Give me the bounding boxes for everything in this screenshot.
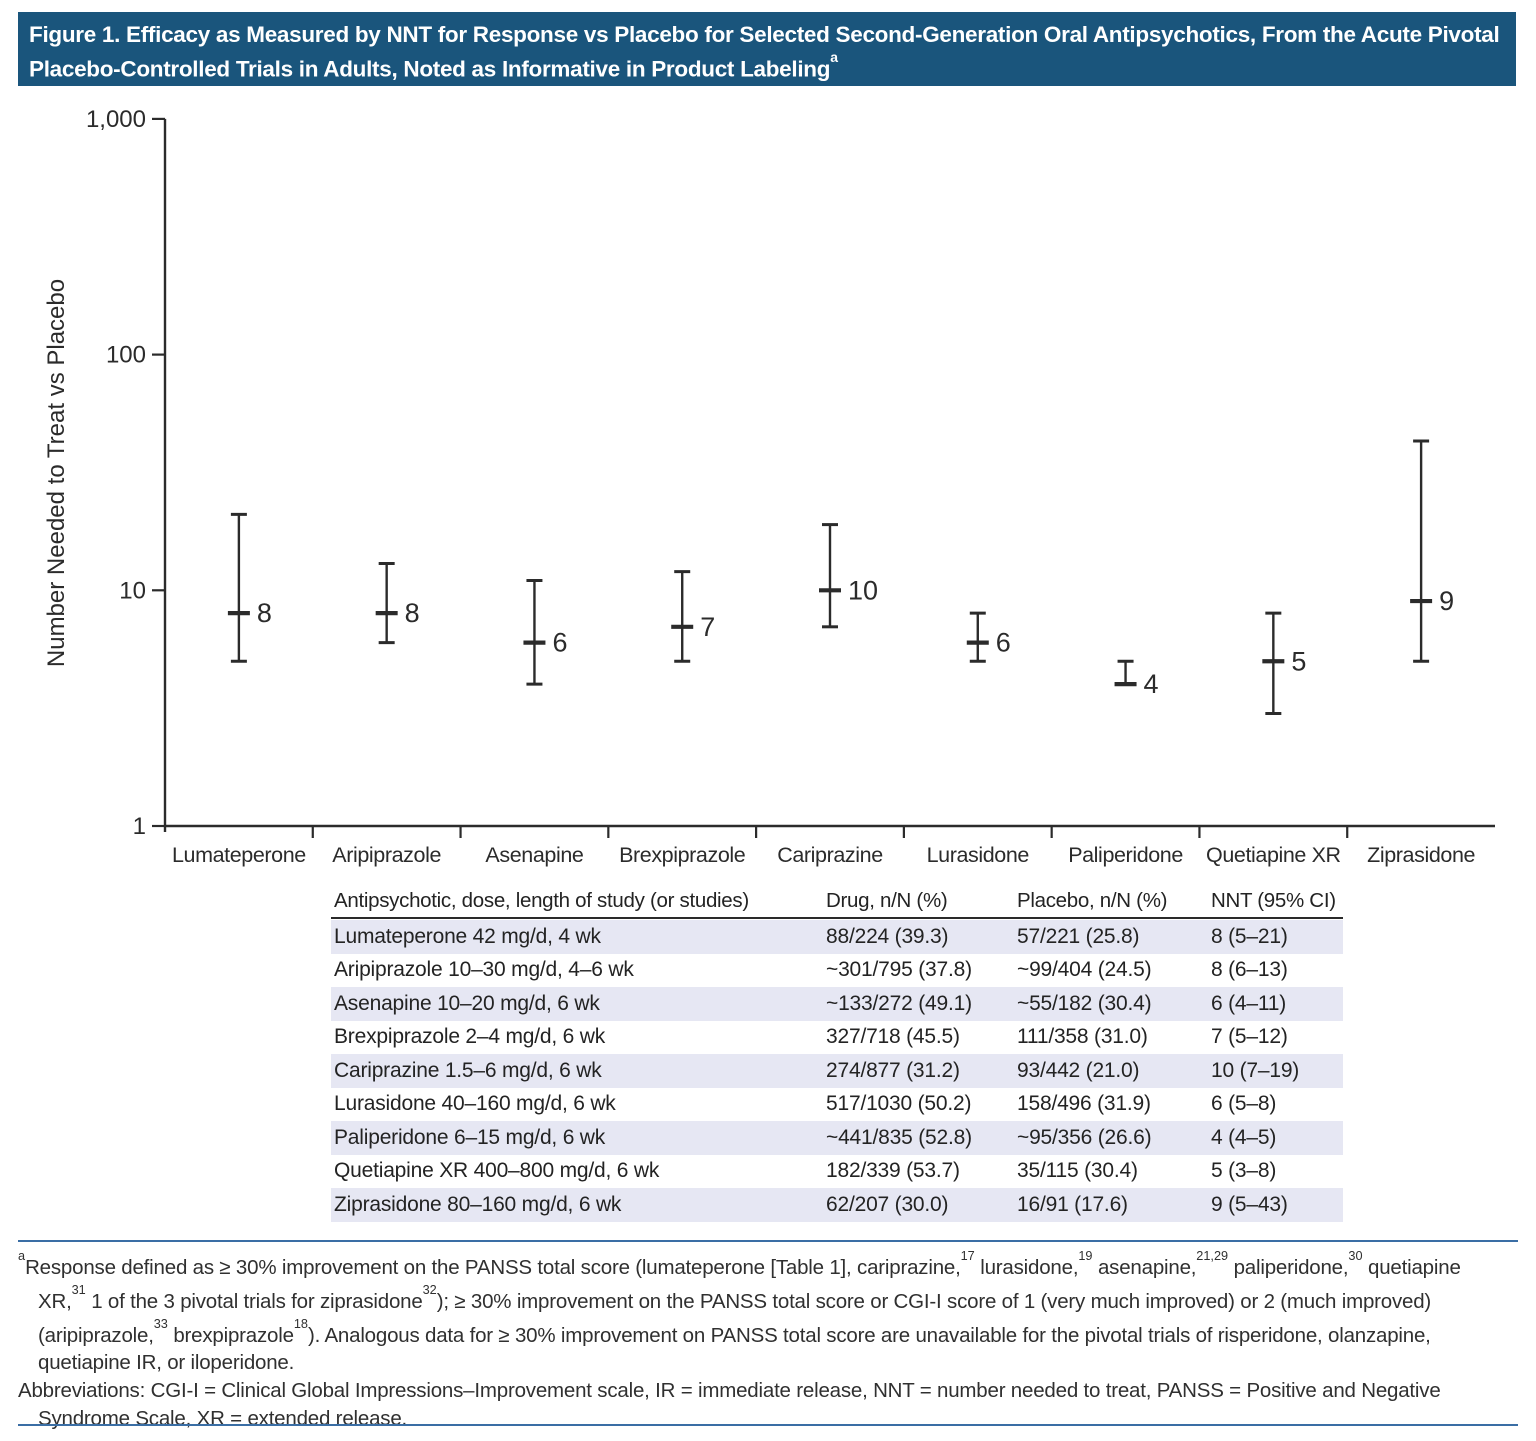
reference-superscript: 30 — [1348, 1248, 1363, 1264]
reference-superscript: 18 — [293, 1315, 308, 1331]
table-row — [331, 920, 1343, 954]
error-bar — [967, 613, 989, 661]
table-cell: 182/339 (53.7) — [826, 1159, 960, 1183]
table-cell: 35/115 (30.4) — [1017, 1159, 1138, 1183]
table-cell: 10 (7–19) — [1211, 1058, 1300, 1082]
table-cell: 57/221 (25.8) — [1017, 924, 1140, 948]
table-cell: ~99/404 (24.5) — [1017, 958, 1152, 982]
point-value-label: 9 — [1439, 586, 1455, 617]
footnote-text: ). Analogous data for ≥ 30% improvement on PANSS total score are unavailable for the pivotal trials of risperidone, olanzapine, quetiapine IR, or iloperidone. — [38, 1323, 1431, 1375]
nnt-chart-svg — [0, 90, 1536, 892]
table-row — [331, 1088, 1343, 1122]
footnote-text: Abbreviations: CGI-I = Clinical Global Impressions–Improvement scale, IR = immediate release, NNT = number needed to treat, PANSS = Positive and Negative Syndrome Scale, XR = extended release. — [18, 1379, 1441, 1431]
table-row — [331, 1121, 1343, 1155]
category-label: Ziprasidone — [1367, 843, 1476, 867]
category-label: Lurasidone — [926, 843, 1029, 867]
category-label: Paliperidone — [1068, 843, 1183, 867]
error-bar — [1410, 441, 1432, 661]
table-cell: 6 (5–8) — [1211, 1092, 1277, 1116]
footnote-response-definition — [18, 1248, 1513, 1377]
table-cell: 88/224 (39.3) — [826, 924, 949, 948]
figure-title-text: Figure 1. Efficacy as Measured by NNT for Response vs Placebo for Selected Second-Generation Oral Antipsychotics, From the Acute Pivotal Placebo-Controlled Trials in Adults, Noted as Informative in Product Labeling — [29, 22, 1500, 82]
y-axis-title: Number Needed to Treat vs Placebo — [43, 278, 70, 668]
error-bar — [819, 525, 841, 627]
table-row — [331, 1155, 1343, 1189]
footnote-text: brexpiprazole — [167, 1323, 294, 1347]
error-bar — [228, 514, 250, 661]
table-row — [331, 1021, 1343, 1055]
column-header: NNT (95% CI) — [1211, 888, 1336, 912]
table-cell: Cariprazine 1.5–6 mg/d, 6 wk — [334, 1058, 602, 1082]
table-cell: Ziprasidone 80–160 mg/d, 6 wk — [334, 1192, 622, 1216]
reference-superscript: 19 — [1078, 1248, 1093, 1264]
table-cell: Aripiprazole 10–30 mg/d, 4–6 wk — [334, 958, 634, 982]
point-value-label: 5 — [1291, 646, 1307, 677]
category-label: Cariprazine — [777, 843, 883, 867]
table-cell: 4 (4–5) — [1211, 1125, 1277, 1149]
figure-title-superscript: a — [830, 48, 838, 65]
footnote-text: quetiapine XR, — [38, 1255, 1461, 1313]
footnotes — [18, 1248, 1513, 1433]
point-value-label: 6 — [552, 627, 568, 658]
table-cell: 7 (5–12) — [1211, 1025, 1288, 1049]
footnote-text: paliperidone, — [1228, 1255, 1349, 1279]
table-cell: ~55/182 (30.4) — [1017, 991, 1152, 1015]
table-row — [331, 987, 1343, 1021]
table-cell: Quetiapine XR 400–800 mg/d, 6 wk — [334, 1159, 660, 1183]
table-cell: 62/207 (30.0) — [826, 1192, 949, 1216]
table-cell: Brexpiprazole 2–4 mg/d, 6 wk — [334, 1025, 606, 1049]
error-bar — [376, 563, 398, 642]
table-cell: 274/877 (31.2) — [826, 1058, 960, 1082]
column-header: Antipsychotic, dose, length of study (or studies) — [334, 888, 749, 912]
category-label: Brexpiprazole — [619, 843, 746, 867]
y-axis-tick-label: 1,000 — [85, 105, 146, 133]
table-cell: 517/1030 (50.2) — [826, 1092, 972, 1116]
footnote-text: Response defined as ≥ 30% improvement on the PANSS total score (lumateperone [Table 1], cariprazine, — [25, 1255, 961, 1279]
results-table — [331, 886, 1343, 1222]
reference-superscript: 32 — [422, 1282, 437, 1298]
point-value-label: 8 — [404, 598, 420, 629]
footnote-text: lurasidone, — [974, 1255, 1079, 1279]
reference-superscript: 17 — [960, 1248, 975, 1264]
footnote-text: asenapine, — [1092, 1255, 1197, 1279]
y-axis-tick-label: 1 — [132, 813, 146, 840]
divider-rule-bottom — [18, 1424, 1518, 1426]
table-cell: 6 (4–11) — [1211, 991, 1287, 1015]
point-value-label: 4 — [1143, 669, 1159, 700]
point-value-label: 7 — [700, 611, 716, 642]
table-cell: 16/91 (17.6) — [1017, 1192, 1128, 1216]
table-cell: 8 (5–21) — [1211, 924, 1288, 948]
nnt-chart — [0, 90, 1536, 892]
footnote-text: ); ≥ 30% improvement on the PANSS total score or CGI-I score of 1 (very much improved) or 2 (much improved) (aripiprazole, — [38, 1289, 1432, 1347]
table-cell: Paliperidone 6–15 mg/d, 6 wk — [334, 1125, 606, 1149]
table-cell: ~95/356 (26.6) — [1017, 1125, 1152, 1149]
table-row — [331, 954, 1343, 988]
divider-rule-above-footnotes — [18, 1240, 1518, 1242]
footnote-text: 1 of the 3 pivotal trials for ziprasidone — [85, 1289, 423, 1313]
table-cell: 158/496 (31.9) — [1017, 1092, 1151, 1116]
point-value-label: 6 — [995, 627, 1011, 658]
table-cell: ~301/795 (37.8) — [826, 958, 972, 982]
category-label: Lumateperone — [171, 843, 306, 867]
category-label: Asenapine — [485, 843, 584, 867]
table-row — [331, 1188, 1343, 1222]
table-cell: 9 (5–43) — [1211, 1192, 1288, 1216]
table-cell: Lurasidone 40–160 mg/d, 6 wk — [334, 1092, 616, 1116]
results-table-body — [331, 920, 1343, 1222]
reference-superscript: 21,29 — [1196, 1248, 1229, 1264]
point-value-label: 10 — [848, 575, 879, 606]
error-bar — [671, 572, 693, 662]
table-cell: ~441/835 (52.8) — [826, 1125, 972, 1149]
table-cell: Asenapine 10–20 mg/d, 6 wk — [334, 991, 600, 1015]
table-cell: Lumateperone 42 mg/d, 4 wk — [334, 924, 601, 948]
table-cell: 8 (6–13) — [1211, 958, 1288, 982]
column-header: Placebo, n/N (%) — [1017, 888, 1168, 912]
reference-superscript: 31 — [71, 1282, 86, 1298]
y-axis-tick-label: 10 — [119, 577, 146, 605]
column-header: Drug, n/N (%) — [826, 888, 948, 912]
category-label: Quetiapine XR — [1206, 843, 1341, 867]
figure-title-bar — [18, 12, 1516, 86]
table-row — [331, 1054, 1343, 1088]
error-bar — [1262, 613, 1284, 713]
error-bar — [523, 581, 545, 685]
category-label: Aripiprazole — [332, 843, 442, 867]
results-table-header — [331, 886, 1343, 919]
table-cell: 111/358 (31.0) — [1017, 1025, 1148, 1049]
y-axis-tick-label: 100 — [105, 341, 146, 369]
table-cell: 327/718 (45.5) — [826, 1025, 960, 1049]
table-cell: ~133/272 (49.1) — [826, 991, 972, 1015]
point-value-label: 8 — [256, 598, 272, 629]
reference-superscript: a — [18, 1248, 26, 1264]
table-cell: 5 (3–8) — [1211, 1159, 1277, 1183]
figure-title — [29, 20, 1504, 84]
error-bar — [1115, 661, 1137, 684]
table-cell: 93/442 (21.0) — [1017, 1058, 1140, 1082]
reference-superscript: 33 — [153, 1315, 168, 1331]
